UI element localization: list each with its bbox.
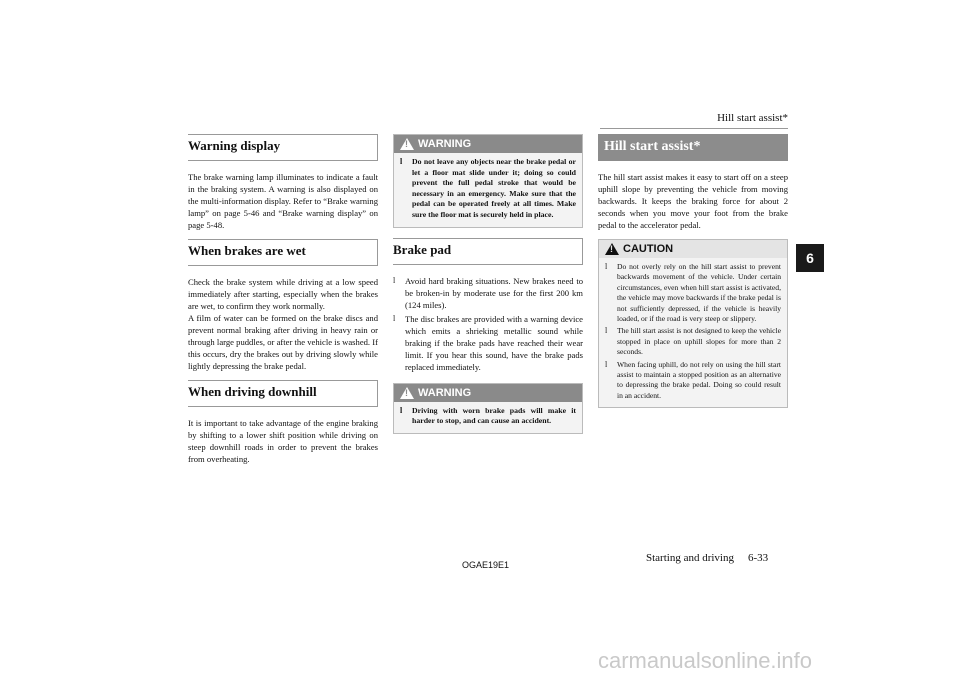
heading-driving-downhill: When driving downhill — [188, 380, 378, 407]
column-left — [188, 134, 378, 473]
heading-warning-display: Warning display — [188, 134, 378, 161]
warning-box-floor-mat — [393, 134, 583, 228]
caution-text: The hill start assist is not designed to keep the vehicle stopped in place on uphill slopes for more than 2 seconds. — [617, 326, 781, 357]
chapter-tab: 6 — [796, 244, 824, 272]
caution-header — [599, 240, 787, 258]
column-middle — [393, 134, 583, 444]
bullet-icon: l — [393, 275, 396, 285]
list-item — [605, 262, 781, 324]
warning-box-worn-pads — [393, 383, 583, 434]
heading-brake-pad: Brake pad — [393, 238, 583, 265]
caution-text: When facing uphill, do not rely on using the hill start assist to maintain a stopped position as an alternative to depressing the brake pedal. Doing so could result in an accident. — [617, 359, 781, 400]
bullet-icon: l — [400, 157, 403, 166]
brake-pad-list — [393, 275, 583, 373]
caution-triangle-icon — [605, 243, 619, 255]
caution-label: CAUTION — [623, 243, 674, 255]
bullet-icon: l — [400, 405, 403, 415]
list-item — [400, 157, 576, 221]
list-item — [400, 406, 576, 427]
warning-header — [394, 384, 582, 402]
list-item — [393, 275, 583, 311]
running-title: Hill start assist* — [717, 112, 788, 124]
warning-triangle-icon — [400, 138, 414, 150]
list-item — [605, 326, 781, 357]
list-item — [393, 313, 583, 373]
list-item-text: Avoid hard braking situations. New brakes need to be broken-in by moderate use for the first 200 km (124 miles). — [405, 275, 583, 310]
warning-header — [394, 135, 582, 153]
bullet-icon: l — [605, 359, 608, 369]
footer-section-title: Starting and driving — [646, 552, 734, 564]
heading-brakes-wet: When brakes are wet — [188, 239, 378, 266]
warning-text: Driving with worn brake pads will make it harder to stop, and can cause an accident. — [412, 405, 576, 426]
warning-triangle-icon — [400, 387, 414, 399]
driving-downhill-text: It is important to take advantage of the engine braking by shifting to a lower shift position while driving on steep downhill roads in order to prevent the brakes from overheating. — [188, 418, 378, 464]
warning-label: WARNING — [418, 386, 472, 399]
bullet-icon: l — [605, 262, 608, 271]
column-right — [598, 134, 788, 408]
warning-display-text: The brake warning lamp illuminates to indicate a fault in the braking system. A warning is also displayed on the multi-information display. Refer to “Brake warning lamp” on page 5-46 and “Brake warning display” on page 5-48. — [188, 172, 378, 230]
caution-box — [598, 239, 788, 408]
heading-hill-start-assist: Hill start assist* — [598, 134, 788, 161]
list-item — [605, 360, 781, 402]
brakes-wet-text-1: Check the brake system while driving at a low speed immediately after starting, especially when the brakes are wet, to confirm they work normally. — [188, 277, 378, 311]
page-number: 6-33 — [748, 552, 769, 564]
warning-label: WARNING — [418, 138, 472, 150]
bullet-icon: l — [605, 326, 608, 336]
bullet-icon: l — [393, 313, 396, 323]
list-item-text: The disc brakes are provided with a warning device which emits a shrieking metallic sound while braking if the brake pads have reached their wear limit. If you hear this sound, have the brake pads replaced immediately. — [405, 313, 583, 372]
brakes-wet-text-2: A film of water can be formed on the brake discs and prevent normal braking after driving in heavy rain or through large puddles, or after the vehicle is washed. If this occurs, dry the brakes out by driving slowly while lightly depressing the brake pedal. — [188, 313, 378, 371]
warning-text: Do not leave any objects near the brake pedal or let a floor mat slide under it; doing so could prevent the full pedal stroke that would be necessary in an emergency. Make sure that the pedal can be operated freely at all times. Make sure the floor mat is securely held in place. — [412, 157, 576, 219]
page-header — [600, 110, 788, 129]
watermark: carmanualsonline.info — [598, 648, 813, 673]
caution-text: Do not overly rely on the hill start assist to prevent backwards movement of the vehicle. Under certain circumstances, even when hill start assist is activated, the vehicle may move backwards if the brake pedal is not sufficiently depressed, if the vehicle is heavily loaded, or if the road is very steep or slippery. — [617, 262, 781, 324]
document-code: OGAE19E1 — [462, 560, 510, 570]
hill-start-text: The hill start assist makes it easy to start off on a steep uphill slope by preventing the vehicle from moving backwards. It keeps the braking force for about 2 seconds when you move your foot from the brake pedal to the accelerator pedal. — [598, 172, 788, 230]
